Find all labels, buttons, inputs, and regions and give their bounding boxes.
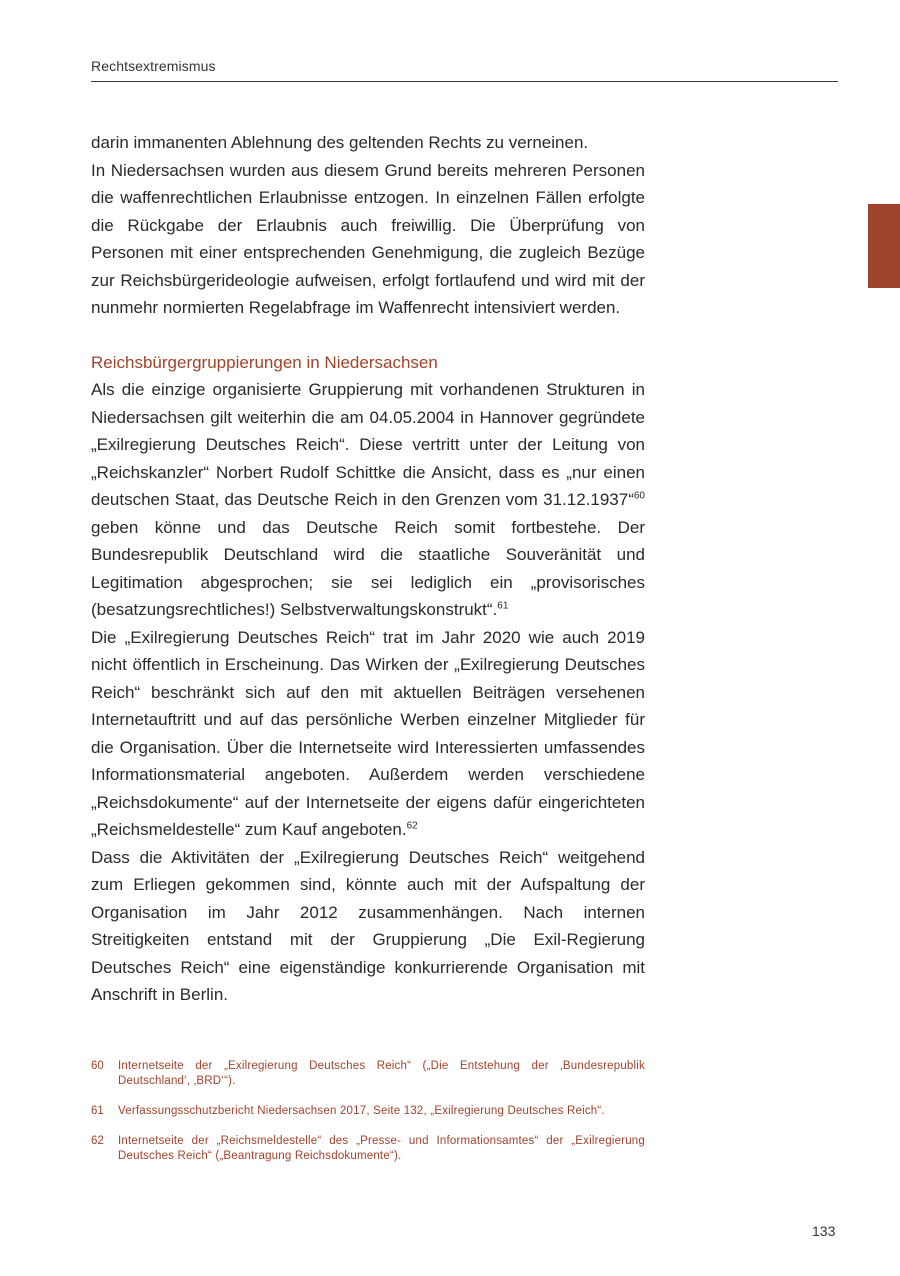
footnote-number: 62 — [91, 1135, 104, 1147]
section-heading: Reichsbürgergruppierungen in Niedersachsen — [91, 352, 438, 372]
chapter-thumb-tab — [868, 204, 900, 288]
footnotes — [91, 1059, 645, 1179]
header-divider — [91, 81, 838, 82]
paragraph-4-text: Die „Exilregierung Deutsches Reich“ trat im Jahr 2020 wie auch 2019 nicht öffentlich in Erscheinung. Das Wirken der „Exilregierung Deutsches Reich“ beschränkt sich auf den mit aktuellen Beiträgen versehenen Internetauftritt und auf das persönliche Werben einzelner Mitglieder für die Organisation. Über die Internetseite wird Interessierten umfassendes Informationsmaterial angeboten. Außerdem werden verschiedene „Reichsdokumente“ auf der Internetseite der eigens dafür eingerichteten „Reichsmeldestelle“ zum Kauf angeboten. — [91, 627, 645, 839]
body-paragraph-4 — [91, 624, 645, 844]
body-paragraph-5: Dass die Aktivitäten der „Exilregierung Deutsches Reich“ weitgehend zum Erliegen gekommen sind, könnte auch mit der Aufspaltung der Organisation im Jahr 2012 zusammenhängen. Nach internen Streitigkeiten entstand mit der Gruppierung „Die Exil-Regierung Deutsches Reich“ eine eigenständige konkurrierende Organisation mit Anschrift in Berlin. — [91, 847, 645, 1004]
footnote-text: Internetseite der „Reichsmeldestelle“ des „Presse- und Informationsamtes“ der „Exilregierung Deutsches Reich“ („Beantragung Reichsdokumente“). — [118, 1135, 645, 1162]
body-paragraph-2: In Niedersachsen wurden aus diesem Grund bereits mehreren Personen die waffenrechtlichen Erlaubnisse entzogen. In einzelnen Fällen erfolgte die Rückgabe der Erlaubnis auch freiwillig. Die Überprüfung von Personen mit einer entsprechenden Genehmigung, die zugleich Bezüge zur Reichsbürgerideologie aufweisen, erfolgt fortlaufend und wird mit der nunmehr normierten Regelabfrage im Waffenrecht intensiviert werden. — [91, 160, 645, 317]
footnote-ref-62[interactable]: 62 — [406, 820, 418, 832]
footnote-ref-60[interactable]: 60 — [633, 490, 645, 502]
body-paragraph-3 — [91, 376, 645, 624]
footnote-62 — [91, 1134, 645, 1164]
footnote-number: 60 — [91, 1060, 104, 1072]
body-column — [91, 129, 645, 1009]
footnote-number: 61 — [91, 1105, 104, 1117]
body-paragraph-1: darin immanenten Ablehnung des geltenden Rechts zu verneinen. — [91, 133, 589, 152]
footnote-ref-61[interactable]: 61 — [497, 600, 509, 612]
paragraph-3-text: Als die einzige organisierte Gruppierung mit vorhandenen Strukturen in Niedersachsen gilt weiterhin die am 04.05.2004 in Hannover gegründete „Exilregierung Deutsches Reich“. Diese vertritt unter der Leitung von „Reichskanzler“ Norbert Rudolf Schittke die Ansicht, dass es „nur einen deutschen Staat, das Deutsche Reich in den Grenzen vom 31.12.1937“ — [91, 380, 645, 509]
footnote-text: Internetseite der „Exilregierung Deutsches Reich“ („Die Entstehung der ‚Bundesrepublik Deutschland‘, ‚BRD‘“). — [118, 1060, 645, 1087]
footnote-60 — [91, 1059, 645, 1089]
footnote-61 — [91, 1104, 645, 1119]
footnote-text: Verfassungsschutzbericht Niedersachsen 2017, Seite 132, „Exilregierung Deutsches Reich“. — [118, 1105, 605, 1117]
page-number: 133 — [812, 1223, 836, 1239]
running-header: Rechtsextremismus — [91, 58, 216, 74]
paragraph-3-text-cont: geben könne und das Deutsche Reich somit fortbestehe. Der Bundesrepublik Deutschland wird die staatliche Souveränität und Legitimation abgesprochen; sie sei lediglich ein „provisorisches (besatzungsrechtliches!) Selbstverwaltungskonstrukt“. — [91, 517, 645, 619]
